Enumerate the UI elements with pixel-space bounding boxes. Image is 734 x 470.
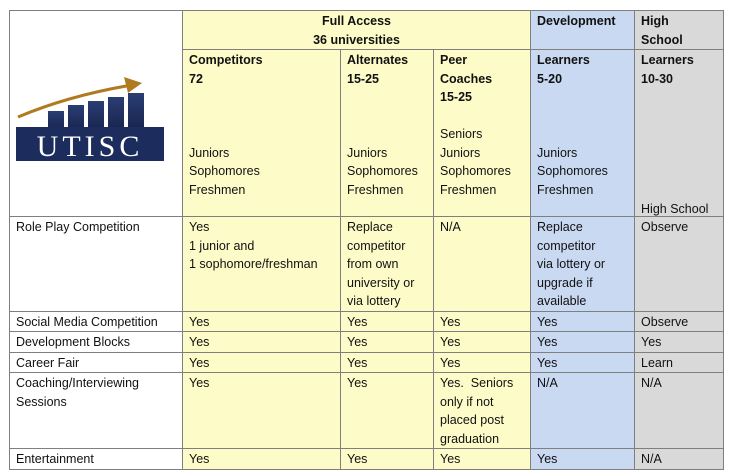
alternates-header: Alternates 15-25 Juniors Sophomores Freshmen [341, 50, 434, 217]
utisc-logo [16, 75, 164, 163]
table-cell: Yes [183, 449, 341, 470]
table-cell: Yes [531, 311, 635, 332]
table-cell: Yes [183, 311, 341, 332]
table-cell: N/A [635, 373, 724, 449]
row-label: Development Blocks [10, 332, 183, 353]
table-cell: Yes. Seniors only if not placed post graduation [434, 373, 531, 449]
table-cell: Yes [531, 352, 635, 373]
row-label: Career Fair [10, 352, 183, 373]
development-header: Development [531, 11, 635, 50]
table-cell: Yes [341, 311, 434, 332]
table-cell: Replace competitor via lottery or upgrade if available [531, 217, 635, 312]
table-cell: Yes [434, 352, 531, 373]
table-cell: Yes [434, 311, 531, 332]
table-cell: Replace competitor from own university or via lottery [341, 217, 434, 312]
table-cell: Yes [531, 449, 635, 470]
competitors-header: Competitors 72 Juniors Sophomores Freshmen [183, 50, 341, 217]
row-label: Entertainment [10, 449, 183, 470]
table-cell: Yes [434, 332, 531, 353]
table-cell: Yes 1 junior and 1 sophomore/freshman [183, 217, 341, 312]
table-cell: Yes [341, 449, 434, 470]
participation-table [9, 10, 724, 470]
peer-coaches-header: Peer Coaches 15-25 Seniors Juniors Sophomores Freshmen [434, 50, 531, 217]
high-school-header: High School [635, 11, 724, 50]
table-cell: Yes [341, 352, 434, 373]
table-cell: Observe [635, 217, 724, 312]
logo-cell [10, 11, 183, 217]
table-row [10, 332, 724, 353]
table-cell: N/A [531, 373, 635, 449]
table-row [10, 311, 724, 332]
row-label: Coaching/Interviewing Sessions [10, 373, 183, 449]
full-access-header: Full Access 36 universities [183, 11, 531, 50]
table-cell: Yes [531, 332, 635, 353]
table-row [10, 352, 724, 373]
table-cell: Yes [434, 449, 531, 470]
row-label: Role Play Competition [10, 217, 183, 312]
hs-learners-header: Learners 10-30 High School [635, 50, 724, 217]
table-row [10, 373, 724, 449]
table-cell: Yes [341, 332, 434, 353]
table-cell: Yes [183, 332, 341, 353]
table-cell: N/A [434, 217, 531, 312]
table-cell: Yes [183, 352, 341, 373]
logo-text: UTISC [36, 130, 144, 163]
row-label: Social Media Competition [10, 311, 183, 332]
dev-learners-header: Learners 5-20 Juniors Sophomores Freshmen [531, 50, 635, 217]
table-cell: Yes [635, 332, 724, 353]
table-cell: Observe [635, 311, 724, 332]
header-row-1 [10, 11, 724, 50]
table-cell: N/A [635, 449, 724, 470]
table-cell: Yes [183, 373, 341, 449]
table-cell: Learn [635, 352, 724, 373]
table-row [10, 217, 724, 312]
table-cell: Yes [341, 373, 434, 449]
